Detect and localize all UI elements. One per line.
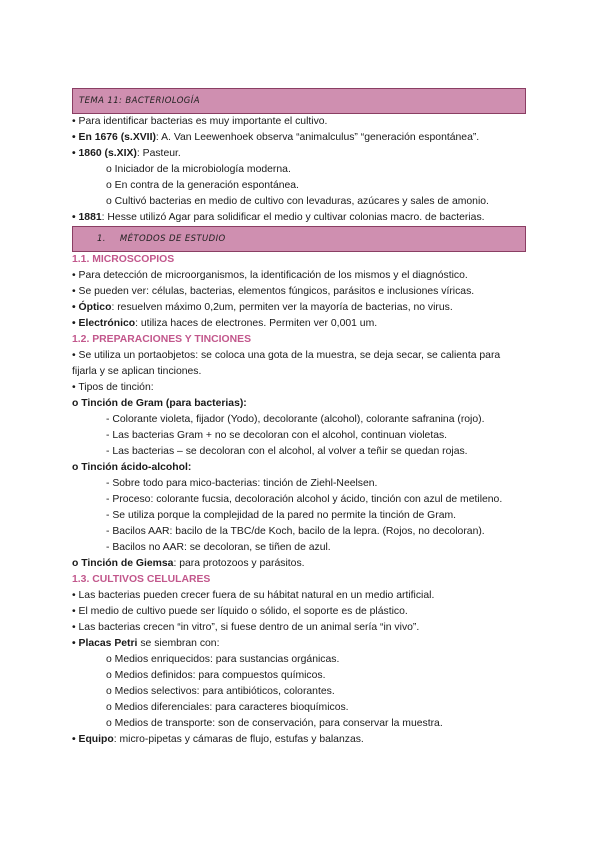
intro-line-3: • 1860 (s.XIX): Pasteur.	[72, 148, 181, 159]
pasteur-point-1: o Iniciador de la microbiología moderna.	[106, 164, 291, 175]
medio-1: o Medios enriquecidos: para sustancias orgánicas.	[106, 654, 340, 665]
gram-point-3: - Las bacterias – se decoloran con el alcohol, al volver a teñir se quedan rojas.	[106, 446, 468, 457]
gram-heading: o Tinción de Gram (para bacterias):	[72, 398, 247, 409]
section-title-bar	[72, 226, 526, 252]
giemsa-line: o Tinción de Giemsa: para protozoos y parásitos.	[72, 558, 305, 569]
micro-line-2: • Se pueden ver: células, bacterias, elementos fúngicos, parásitos e inclusiones víricas.	[72, 286, 475, 297]
gram-point-1: - Colorante violeta, fijador (Yodo), decolorante (alcohol), colorante safranina (rojo).	[106, 414, 485, 425]
intro-line-1: • Para identificar bacterias es muy importante el cultivo.	[72, 116, 328, 127]
pasteur-point-3: o Cultivó bacterias en medio de cultivo con levaduras, azúcares y sales de amonio.	[106, 196, 489, 207]
medio-3: o Medios selectivos: para antibióticos, colorantes.	[106, 686, 335, 697]
cult-line-3: • Las bacterias crecen “in vitro”, si fuese dentro de un animal sería “in vivo”.	[72, 622, 420, 633]
prep-line-2: • Tipos de tinción:	[72, 382, 154, 393]
intro-line-4: • 1881: Hesse utilizó Agar para solidificar el medio y cultivar colonias macro. de bacterias.	[72, 212, 485, 223]
micro-line-3: • Óptico: resuelven máximo 0,2um, permiten ver la mayoría de bacterias, no virus.	[72, 302, 453, 313]
prep-line-1b: fijarla y se aplican tinciones.	[72, 366, 202, 377]
cult-line-5: • Equipo: micro-pipetas y cámaras de flujo, estufas y balanzas.	[72, 734, 364, 745]
medio-5: o Medios de transporte: son de conservación, para conservar la muestra.	[106, 718, 443, 729]
section-number: 1.	[97, 234, 106, 244]
pasteur-point-2: o En contra de la generación espontánea.	[106, 180, 299, 191]
acid-point-1: - Sobre todo para mico-bacterias: tinción de Ziehl-Neelsen.	[106, 478, 378, 489]
acid-point-3: - Se utiliza porque la complejidad de la pared no permite la tinción de Gram.	[106, 510, 457, 521]
heading-microscopios: 1.1. MICROSCOPIOS	[72, 254, 175, 265]
cult-line-4: • Placas Petri se siembran con:	[72, 638, 220, 649]
acid-point-4: - Bacilos AAR: bacilo de la TBC/de Koch, bacilo de la lepra. (Rojos, no decoloran).	[106, 526, 485, 537]
topic-title: TEMA 11: BACTERIOLOGÍA	[79, 96, 200, 106]
heading-preparaciones: 1.2. PREPARACIONES Y TINCIONES	[72, 334, 251, 345]
intro-line-2: • En 1676 (s.XVII): A. Van Leewenhoek observa “animalculus” “generación espontánea”.	[72, 132, 480, 143]
topic-title-bar	[72, 88, 526, 114]
cult-line-1: • Las bacterias pueden crecer fuera de su hábitat natural en un medio artificial.	[72, 590, 435, 601]
medio-2: o Medios definidos: para compuestos químicos.	[106, 670, 326, 681]
medio-4: o Medios diferenciales: para caracteres bioquímicos.	[106, 702, 349, 713]
acid-alcohol-heading: o Tinción ácido-alcohol:	[72, 462, 192, 473]
micro-line-1: • Para detección de microorganismos, la identificación de los mismos y el diagnóstico.	[72, 270, 468, 281]
date-1860: • 1860 (s.XIX)	[72, 148, 137, 159]
acid-point-5: - Bacilos no AAR: se decoloran, se tiñen de azul.	[106, 542, 331, 553]
gram-point-2: - Las bacterias Gram + no se decoloran con el alcohol, continuan violetas.	[106, 430, 448, 441]
heading-cultivos: 1.3. CULTIVOS CELULARES	[72, 574, 211, 585]
date-1881: • 1881	[72, 212, 102, 223]
prep-line-1: • Se utiliza un portaobjetos: se coloca una gota de la muestra, se deja secar, se calienta para	[72, 350, 501, 361]
acid-point-2: - Proceso: colorante fucsia, decoloración alcohol y ácido, tinción con azul de metileno.	[106, 494, 503, 505]
section-title: MÉTODOS DE ESTUDIO	[119, 234, 226, 244]
date-1676: • En 1676 (s.XVII)	[72, 132, 156, 143]
cult-line-2: • El medio de cultivo puede ser líquido o sólido, el soporte es de plástico.	[72, 606, 408, 617]
micro-line-4: • Electrónico: utiliza haces de electrones. Permiten ver 0,001 um.	[72, 318, 378, 329]
